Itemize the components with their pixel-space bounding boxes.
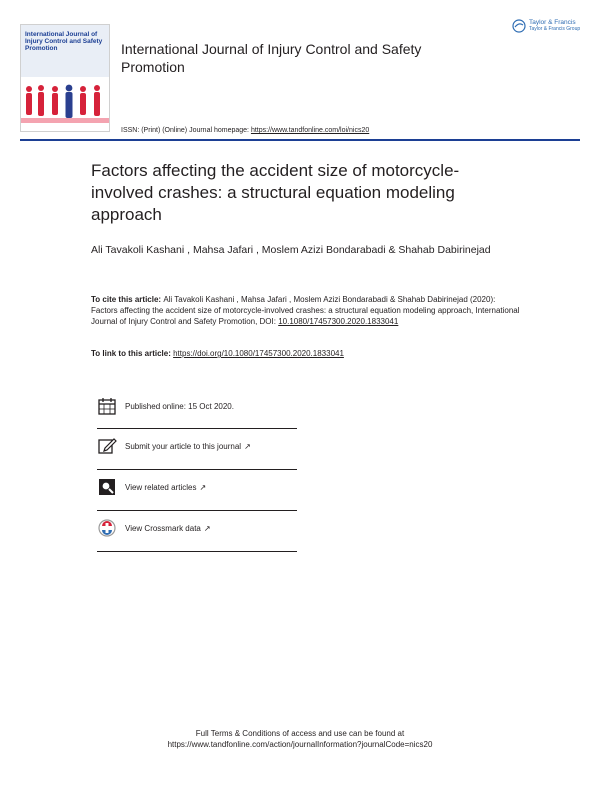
citation-text: Ali Tavakoli Kashani , Mahsa Jafari , Moslem Azizi Bondarabadi & Shahab Dabirinejad (2020): Factors affecting the accident size of motorcycle-involved crashes: a structural equation modeling approach, International Journal of Injury Control and Safety Promotion, DOI: [91,295,520,326]
submit-article-row[interactable] [97,436,297,464]
divider [97,510,297,511]
cover-people-illustration [21,83,109,123]
article-link-label: To link to this article: [91,349,174,358]
publisher-logo-icon [512,19,526,33]
article-link-row [91,348,521,359]
journal-title: International Journal of Injury Control and Safety Promotion [121,41,422,75]
journal-cover-image [20,24,110,132]
citation-doi-link[interactable]: 10.1080/17457300.2020.1833041 [278,317,399,326]
calendar-icon [97,396,117,416]
article-title: Factors affecting the accident size of motorcycle-involved crashes: a structural equation modeling approach [91,161,460,224]
article-authors: Ali Tavakoli Kashani , Mahsa Jafari , Moslem Azizi Bondarabadi & Shahab Dabirinejad [91,244,491,256]
publisher-logo-text: Taylor & Francis Taylor & Francis Group [529,19,581,32]
issn-line [121,127,369,134]
external-link-icon: ↗ [244,442,251,451]
footer [0,728,600,750]
edit-icon [97,436,117,456]
header-divider [20,139,580,141]
divider [97,551,297,552]
citation-label: To cite this article: [91,295,164,304]
published-online-text: Published online: 15 Oct 2020. [125,402,234,411]
publisher-logo[interactable] [512,18,584,36]
submit-article-link[interactable]: Submit your article to this journal ↗ [125,442,251,451]
crossmark-row[interactable] [97,518,297,546]
divider [97,469,297,470]
related-articles-link[interactable]: View related articles ↗ [125,483,207,492]
cover-header [21,25,109,77]
external-link-icon: ↗ [203,524,211,533]
cover-journal-name: International Journal of Injury Control and Safety Promotion [25,31,103,52]
external-link-icon: ↗ [199,483,207,492]
crossmark-link[interactable]: View Crossmark data ↗ [125,524,211,533]
published-online-row [97,396,297,424]
citation-block [91,294,521,327]
footer-terms-url[interactable]: https://www.tandfonline.com/action/journalInformation?journalCode=nics20 [167,740,433,749]
related-articles-row[interactable] [97,477,297,505]
footer-terms-text: Full Terms & Conditions of access and use can be found at [195,729,405,738]
divider [97,428,297,429]
journal-homepage-link[interactable]: https://www.tandfonline.com/loi/nics20 [250,127,370,134]
crossmark-icon [97,518,117,538]
related-articles-icon [97,477,117,497]
article-doi-url-link[interactable]: https://doi.org/10.1080/17457300.2020.1833041 [173,349,344,358]
issn-text: ISSN: (Print) (Online) Journal homepage: [121,127,251,134]
